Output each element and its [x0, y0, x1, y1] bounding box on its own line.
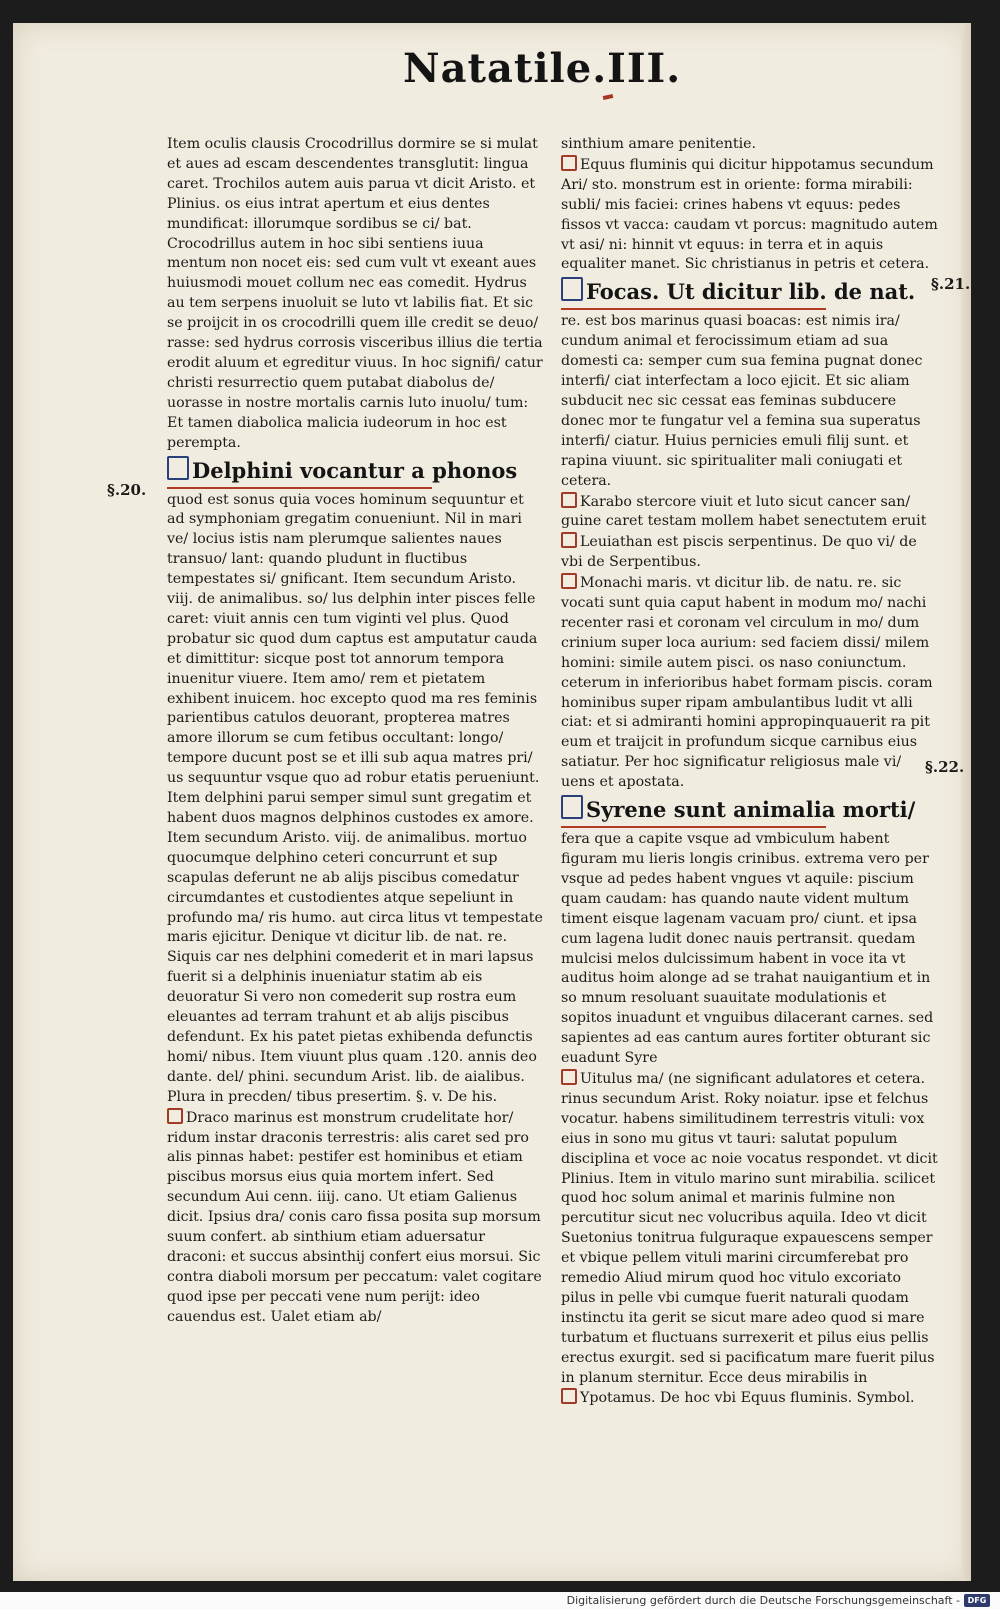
- paragraph-ypotamus: [561, 1388, 939, 1409]
- paragraph-monachi-maris: [561, 573, 939, 793]
- footer-credit-text: Digitalisierung gefördert durch die Deutsche Forschungsgemeinschaft -: [566, 1594, 960, 1607]
- paragraph-monachi-maris-text: Monachi maris. vt dicitur lib. de natu. re. sic vocati sunt quia caput habent in modum mo/ nachi recenter rasi et coronam vel circulum in mo/ dum crinium super loca aurium: sed faciem dissi/ milem homini: simile autem pisci. os naso coniunctum. ceterum in inferioribus habet formam piscis. coram hominibus super ripam ambulantibus ludit vt alli ciat: et si admiranti homini appropinquauerit ra pit eum et traijcit in profundum sicque carnibus eius satiatur. Per hoc significatur religiosus male vi/ uens et apostata.: [561, 575, 933, 791]
- initial-letter-icon: [561, 492, 577, 508]
- paragraph-draco-marinus: [167, 1108, 545, 1328]
- rubric-underline: [561, 826, 826, 828]
- heading-delphini: [167, 456, 545, 486]
- initial-letter-icon: [561, 795, 583, 819]
- paragraph-vitulus-marinus-text: Uitulus ma/ (ne significant adulatores et cetera. rinus secundum Arist. Roky noiatur. ipse et felchus vocatur. habens similitudinem terrestris vituli: vox eius in sono mu gitus vt tauri: salutat populum disciplina et voce ac noie vocatus respondet. vt dicit Plinius. Item in vitulo marino sunt mirabilia. scilicet quod hoc solum animal et marinis fulmine non percutitur sicut nec volucribus aquila. Ideo vt dicit Suetonius tonitrua fulguraque expauescens semper et vbique pellem vituli marini circumferebat pro remedio Aliud mirum quod hoc vitulo excoriato pilus in pelle vbi cumque fuerit naturali quodam instinctu ita gerit se sicut mare adeo quod si mare turbatum et fluctuans surrexerit et pilus eius pellis erectus exurgit. sed si pacificatum mare fuerit pilus in planum sternitur. Ecce deus mirabilis in: [561, 1070, 938, 1386]
- paragraph-leuiathan-text: Leuiathan est piscis serpentinus. De quo vi/ de vbi de Serpentibus.: [561, 534, 917, 571]
- paragraph-karabo: [561, 492, 939, 533]
- initial-letter-icon: [561, 1388, 577, 1404]
- initial-letter-icon: [561, 532, 577, 548]
- initial-letter-icon: [561, 1069, 577, 1085]
- initial-letter-icon: [561, 573, 577, 589]
- book-page: [13, 23, 971, 1581]
- heading-syrene: [561, 795, 939, 825]
- paragraph-ypotamus-text: Ypotamus. De hoc vbi Equus fluminis. Symbol.: [580, 1390, 915, 1407]
- rubric-mark: [603, 94, 614, 100]
- initial-letter-icon: [167, 1108, 183, 1124]
- footer-credit-bar: [0, 1592, 1000, 1609]
- dfg-logo: DFG: [964, 1594, 990, 1607]
- heading-delphini-text: Delphini vocantur a phonos: [192, 457, 518, 483]
- page-edge: [961, 23, 971, 1581]
- paragraph-equus-fluminis: [561, 155, 939, 275]
- paragraph-karabo-text: Karabo stercore viuit et luto sicut cancer san/ guine caret testam mollem habet senectutem eruit: [561, 493, 927, 530]
- initial-letter-icon: [561, 155, 577, 171]
- paragraph-crocodrillus: Item oculis clausis Crocodrillus dormire se si mulat et aues ad escam descendentes transglutit: lingua caret. Trochilos autem auis parua vt dicit Aristo. et Plinius. os eius intrat apertum et eius dentes mundificat: illorumque sordibus se ci/ bat. Crocodrillus autem in hoc sibi sentiens iuua mentum non nocet eis: sed cum vult vt exeant aues huiusmodi mouet collum nec eas comedit. Hydrus au tem serpens inuoluit se luto vt labilis fiat. Et sic se proijcit in os crocodrilli quem ille credit se deuo/ rasse: sed hydrus corrosis visceribus illius die tertia erodit aluum et egreditur viuus. In hoc signifi/ catur christi resurrectio quem putabat diabolus de/ uorasse in nostre mortalis carnis luto inuolu/ tum: Et tamen diabolica malicia iudeorum in hoc est perempta.: [167, 136, 543, 451]
- paragraph-syrene: fera que a capite vsque ad vmbiculum habent figuram mu lieris longis crinibus. extrema vero per vsque ad pedes habent vngues vt aquile: piscium quam caudam: has quando naute vident multum timent eisque lagenam vacuam pro/ ciunt. et ipsa cum lagena ludit donec nauis pertransit. quedam mulcisi melos dulcissimum habent in voce ita vt auditus hoim alonge ad se trahat nauigantium et in so mnum resoluant suauitate modulationis et sopitos inuadunt et vnguibus dilacerant carnes. sed sapientes ad eas cantum aures fortiter obturant sic euadunt Syre: [561, 831, 934, 1067]
- section-marker-21: §.21.: [931, 275, 971, 293]
- paragraph-draco-marinus-text: Draco marinus est monstrum crudelitate hor/ ridum instar draconis terrestris: alis caret sed pro alis pinnas habet: pestifer est hominibus et etiam piscibus morsus eius quia mortem infert. Sed secundum Aui cenn. iiij. cano. Ut etiam Galienus dicit. Ipsius dra/ conis caro fissa posita sup morsum suum confert. ab sinthium etiam aduersatur draconi: et succus absinthij confert eius morsui. Sic contra diaboli morsum per peccatum: valet cogitare quod ipse per peccati vene num perijt: ideo cauendus est. Ualet etiam ab/: [167, 1109, 542, 1325]
- rubric-underline: [561, 308, 826, 310]
- heading-focas: [561, 277, 939, 307]
- paragraph-focas: re. est bos marinus quasi boacas: est nimis ira/ cundum animal et ferocissimum etiam ad sua domesti ca: semper cum sua femina pugnat donec interfi/ ciat interfectam a loco ejicit. Et sic aliam subducit nec sic cessat eas feminas subducere donec mor te fungatur vel a femina sua superatus interfi/ ciatur. Huius pernicies emuli filij sunt. et rapina viuunt. sic spiritualiter mali coniugati et cetera.: [561, 313, 923, 489]
- left-text-column: [167, 135, 545, 1328]
- paragraph-delphini: quod est sonus quia voces hominum sequuntur et ad symphoniam gregatim conueniunt. Nil in mari ve/ locius istis nam plerumque salientes naues transuo/ lant: quando pludunt in fluctibus tempestates si/ gnificant. Item secundum Aristo. viij. de animalibus. so/ lus delphin inter pisces felle caret: viuit annis cen tum viginti vel plus. Quod probatur sic quod dum captus est amputatur cauda et dimittitur: sicque post tot annorum tempora inuenitur viuere. Item amo/ rem et pietatem exhibent inuicem. hoc excepto quod ma res feminis parientibus catulos deuorant, propterea matres amore illorum se cum fetibus occultant: longo/ tempore ducunt post se et illi sub aqua matres pri/ us sequuntur vsque quo ad robur etatis perueniunt. Item delphini parui semper simul sunt gregatim et habent duos magnos delphinos custodes ex amore. Item secundum Aristo. viij. de animalibus. mortuo quocumque delphino ceteri concurrunt et sup scapulas deferunt ne ab alijs piscibus comedatur circumdantes et custodientes atque sepeliunt in profundo ma/ ris humo. aut circa litus vt tempestate maris ejicitur. Denique vt dicitur lib. de nat. re. Siquis car nes delphini comederit et in mari lapsus fuerit si a delphinis inueniatur statim ab eis deuoratur Si vero non comederit sup rostra eum eleuantes ad terram trahunt et ab alijs piscibus defendunt. Ex his patet pietas exhibenda defunctis homi/ nibus. Item viuunt plus quam .120. annis deo dante. del/ phini. secundum Arist. lib. de aialibus. Plura in precden/ tibus presertim. §. v. De his.: [167, 491, 543, 1105]
- running-head: Natatile.III.: [403, 45, 682, 92]
- paragraph-leuiathan: [561, 532, 939, 573]
- paragraph-equus-fluminis-text: Equus fluminis qui dicitur hippotamus secundum Ari/ sto. monstrum est in oriente: forma mirabili: subli/ mis faciei: crines habens vt equus: pedes fissos vt vacca: caudam vt porcus: magnitudo autem vt asi/ ni: hinnit vt equus: in terra et in aquis equaliter manet. Sic christianus in petris et cetera.: [561, 156, 938, 273]
- section-marker-20: §.20.: [107, 481, 147, 499]
- paragraph-vitulus-marinus: [561, 1069, 939, 1389]
- rubric-underline: [167, 487, 432, 489]
- initial-letter-icon: [561, 277, 583, 301]
- paragraph-continuation: sinthium amare penitentie.: [561, 136, 757, 152]
- section-marker-22: §.22.: [925, 758, 965, 776]
- heading-focas-text: Focas. Ut dicitur lib. de nat.: [586, 279, 916, 305]
- initial-letter-icon: [167, 456, 189, 480]
- right-text-column: [561, 135, 939, 1409]
- heading-syrene-text: Syrene sunt animalia morti/: [586, 797, 916, 823]
